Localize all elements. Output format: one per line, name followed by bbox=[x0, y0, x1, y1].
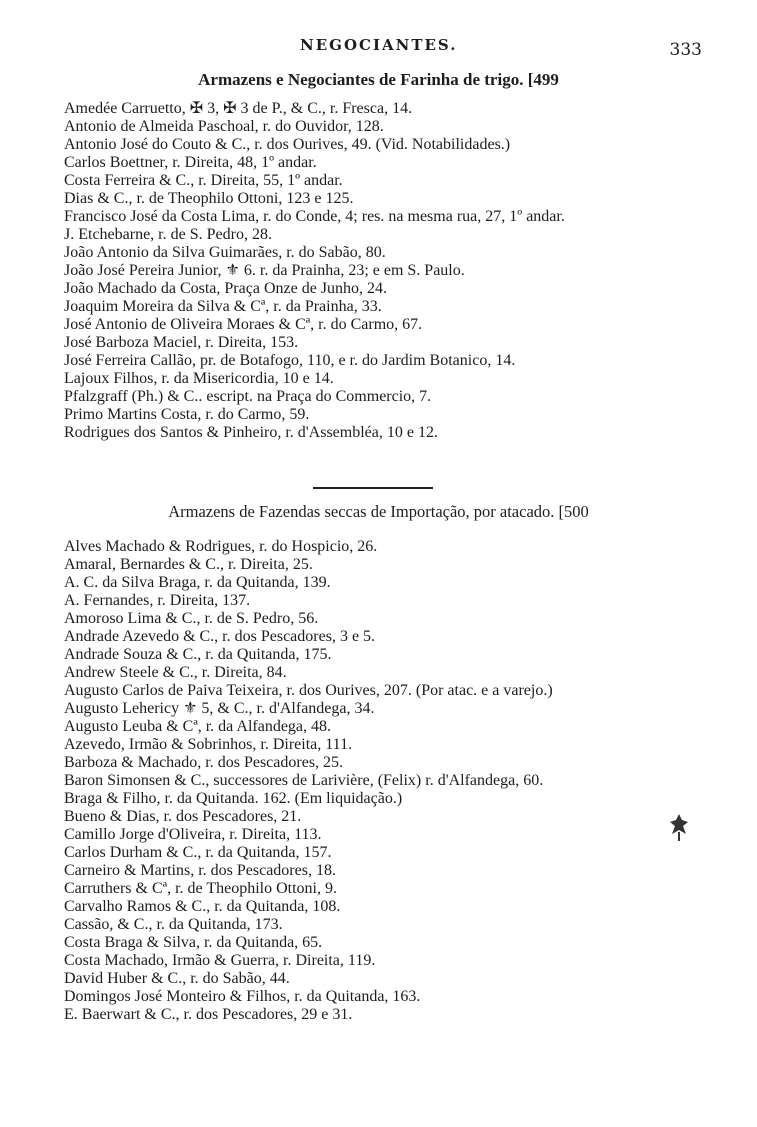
list-item: Andrade Souza & C., r. da Quitanda, 175. bbox=[64, 646, 332, 663]
running-head-title: NEGOCIANTES. bbox=[300, 36, 458, 54]
list-item: Amedée Carruetto, ✠ 3, ✠ 3 de P., & C., r. Fresca, 14. bbox=[64, 100, 413, 117]
running-head bbox=[0, 36, 757, 60]
list-item: Augusto Leuba & Cª, r. da Alfandega, 48. bbox=[64, 718, 332, 735]
list-item: José Ferreira Callão, pr. de Botafogo, 110, e r. do Jardim Botanico, 14. bbox=[64, 352, 516, 369]
list-item: Antonio de Almeida Paschoal, r. do Ouvidor, 128. bbox=[64, 118, 384, 135]
section-divider bbox=[313, 487, 433, 489]
list-item: Dias & C., r. de Theophilo Ottoni, 123 e 125. bbox=[64, 190, 354, 207]
dry-goods-importers-list bbox=[64, 538, 553, 1024]
list-item: Bueno & Dias, r. dos Pescadores, 21. bbox=[64, 808, 302, 825]
list-item: David Huber & C., r. do Sabão, 44. bbox=[64, 970, 290, 987]
list-item: Carlos Durham & C., r. da Quitanda, 157. bbox=[64, 844, 332, 861]
list-item: Francisco José da Costa Lima, r. do Conde, 4; res. na mesma rua, 27, 1º andar. bbox=[64, 208, 565, 225]
list-item: Primo Martins Costa, r. do Carmo, 59. bbox=[64, 406, 310, 423]
list-item: Augusto Carlos de Paiva Teixeira, r. dos Ourives, 207. (Por atac. e a varejo.) bbox=[64, 682, 553, 699]
list-item: Cassão, & C., r. da Quitanda, 173. bbox=[64, 916, 283, 933]
list-item: Pfalzgraff (Ph.) & C.. escript. na Praça do Commercio, 7. bbox=[64, 388, 432, 405]
list-item: Domingos José Monteiro & Filhos, r. da Quitanda, 163. bbox=[64, 988, 421, 1005]
list-item: Azevedo, Irmão & Sobrinhos, r. Direita, 111. bbox=[64, 736, 353, 753]
section-heading-flour-merchants: Armazens e Negociantes de Farinha de trigo. [499 bbox=[198, 70, 559, 89]
list-item: Camillo Jorge d'Oliveira, r. Direita, 113. bbox=[64, 826, 322, 843]
list-item: A. Fernandes, r. Direita, 137. bbox=[64, 592, 251, 609]
list-item: Carlos Boettner, r. Direita, 48, 1º andar. bbox=[64, 154, 317, 171]
list-item: Amaral, Bernardes & C., r. Direita, 25. bbox=[64, 556, 313, 573]
list-item: João Antonio da Silva Guimarães, r. do Sabão, 80. bbox=[64, 244, 386, 261]
list-item: João Machado da Costa, Praça Onze de Junho, 24. bbox=[64, 280, 388, 297]
list-item: Carvalho Ramos & C., r. da Quitanda, 108. bbox=[64, 898, 341, 915]
list-item: Carneiro & Martins, r. dos Pescadores, 18. bbox=[64, 862, 336, 879]
list-item: Costa Braga & Silva, r. da Quitanda, 65. bbox=[64, 934, 323, 951]
list-item: Rodrigues dos Santos & Pinheiro, r. d'Assembléa, 10 e 12. bbox=[64, 424, 438, 441]
list-item: E. Baerwart & C., r. dos Pescadores, 29 e 31. bbox=[64, 1006, 353, 1023]
list-item: Lajoux Filhos, r. da Misericordia, 10 e 14. bbox=[64, 370, 334, 387]
list-item: Andrade Azevedo & C., r. dos Pescadores, 3 e 5. bbox=[64, 628, 376, 645]
list-item: Costa Ferreira & C., r. Direita, 55, 1º andar. bbox=[64, 172, 343, 189]
list-item: J. Etchebarne, r. de S. Pedro, 28. bbox=[64, 226, 272, 243]
page-number: 333 bbox=[669, 40, 702, 60]
list-item: Andrew Steele & C., r. Direita, 84. bbox=[64, 664, 287, 681]
ornament-icon bbox=[668, 812, 690, 842]
list-item: Alves Machado & Rodrigues, r. do Hospicio, 26. bbox=[64, 538, 378, 555]
list-item: A. C. da Silva Braga, r. da Quitanda, 139. bbox=[64, 574, 331, 591]
list-item: João José Pereira Junior, ⚜ 6. r. da Prainha, 23; e em S. Paulo. bbox=[64, 262, 465, 279]
list-item: Antonio José do Couto & C., r. dos Ourives, 49. (Vid. Notabilidades.) bbox=[64, 136, 511, 153]
list-item: Augusto Lehericy ⚜ 5, & C., r. d'Alfandega, 34. bbox=[64, 700, 375, 717]
list-item: Carruthers & Cª, r. de Theophilo Ottoni, 9. bbox=[64, 880, 337, 897]
list-item: José Barboza Maciel, r. Direita, 153. bbox=[64, 334, 299, 351]
list-item: Joaquim Moreira da Silva & Cª, r. da Prainha, 33. bbox=[64, 298, 382, 315]
list-item: Costa Machado, Irmão & Guerra, r. Direita, 119. bbox=[64, 952, 376, 969]
list-item: Braga & Filho, r. da Quitanda. 162. (Em liquidação.) bbox=[64, 790, 403, 807]
list-item: José Antonio de Oliveira Moraes & Cª, r. do Carmo, 67. bbox=[64, 316, 423, 333]
flour-merchants-list bbox=[64, 100, 565, 442]
list-item: Barboza & Machado, r. dos Pescadores, 25. bbox=[64, 754, 344, 771]
list-item: Baron Simonsen & C., successores de Larivière, (Felix) r. d'Alfandega, 60. bbox=[64, 772, 544, 789]
section-heading-dry-goods-importers: Armazens de Fazendas seccas de Importação, por atacado. [500 bbox=[168, 502, 589, 521]
list-item: Amoroso Lima & C., r. de S. Pedro, 56. bbox=[64, 610, 319, 627]
